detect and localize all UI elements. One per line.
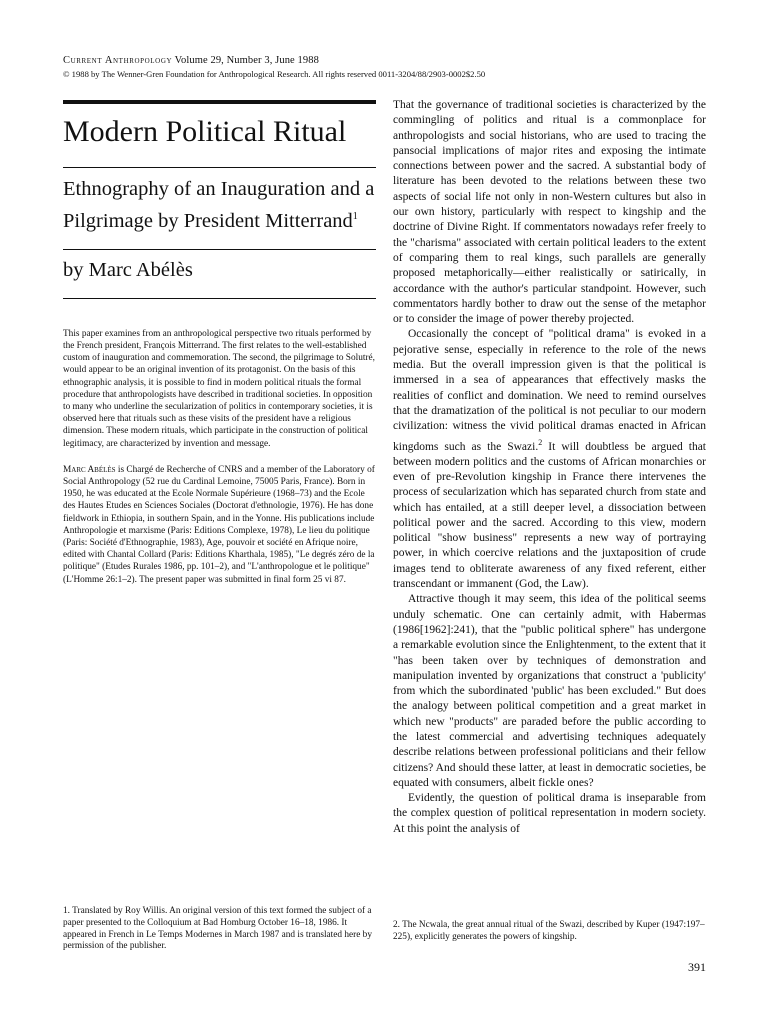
footnote-mark-2: 2 [538, 437, 543, 447]
journal-issue: Volume 29, Number 3, June 1988 [172, 55, 319, 66]
article-author: by Marc Abélès [63, 258, 193, 281]
left-column [63, 100, 376, 586]
author-divider [63, 298, 376, 299]
subtitle-text: Ethnography of an Inauguration and a Pilgrimage by President Mitterrand [63, 178, 375, 232]
footnote-2: 2. The Ncwala, the great annual ritual of the Swazi, described by Kuper (1947:197–225), explicitly generates the powers of kingship. [393, 920, 705, 942]
footnote-mark-1: 1 [352, 211, 358, 222]
body-paragraph-4: Evidently, the question of political drama is inseparable from the complex question of political representation in modern society. At this point the analysis of [393, 792, 706, 835]
abstract: This paper examines from an anthropological perspective two rituals performed by the French president, François Mitterrand. The first relates to the well-established custom of inauguration and commemoration. The second, the pilgrimage to Solutré, would appear to be an original invention of its protagonist. On the basis of this ethnographic analysis, it is possible to find in modern political rituals the formal procedure that anthropologists have described in traditional societies. In opposition to many who underline the secularization of politics in contemporary societies, it is observed here that rituals such as these visits of the president have a religious dimension. These modern rituals, which participate in the construction of political legitimacy, are characterized by invention and message. [63, 328, 375, 449]
footnote-1: 1. Translated by Roy Willis. An original version of this text formed the subject of a paper presented to the Colloquium at Bad Homburg October 16–18, 1986. It appeared in French in Le Temps Modernes in March 1987 and is translated here by permission of the publisher. [63, 906, 372, 952]
body-paragraph-1: That the governance of traditional societies is characterized by the commingling of politics and ritual is a commonplace for anthropologists and social historians, who are used to tracing the pansocial implications of major rites and exposing the intimate connections between power and the sacred. A substantial body of literature has been devoted to the relations between these two aspects of social life not only in non-Western cultures but also in our own history, particularly with respect to kingship and the doctrine of Divine Right. If commentators nowadays refer freely to the "charisma" associated with certain political leaders to the extent of comparing them to real kings, such parallels are generally proposed metaphorically—either realistically or satirically, in accordance with the author's particular standpoint. However, such commentators hardly bother to draw out the sense of the metaphor or to consider the image of power thereby projected. [393, 99, 706, 326]
article-subtitle [63, 176, 376, 235]
bio-name: Marc Abélès [63, 464, 116, 475]
body-column [393, 98, 706, 837]
journal-name: Current Anthropology [63, 55, 173, 66]
p2-text-a: Occasionally the concept of "political drama" is evoked in a pejorative sense, especially in reference to the role of the news media. But the overall impression given is that the political is immersed in a sea of appearances that effectively masks the realities of conflict and domination. We need to remind ourselves that the dramatization of the political is not peculiar to our modern civilization: witness the vivid political dramas enacted in African kingdoms such as the Swazi. [393, 328, 706, 453]
page-number: 391 [688, 960, 706, 974]
article-title: Modern Political Ritual [63, 115, 347, 148]
bio-text: is Chargé de Recherche of CNRS and a member of the Laboratory of Social Anthropology (52 rue du Cardinal Lemoine, 75005 Paris, France). Born in 1950, he was educated at the Ecole Normale Supérieure (1968–73) and the Ecole des Hautes Etudes en Sciences Sociales (Doctorat d'ethnologie, 1976). He has done fieldwork in Ethiopia, in southern Spain, and in the Yonne. His publications include Anthropologie et marxisme (Paris: Editions Complexe, 1978), Le lieu du politique (Paris: Société d'Ethnographie, 1983), Age, pouvoir et société en Afrique noire, edited with Chantal Collard (Paris: Editions Kharthala, 1985), "Le degrés zéro de la politique" (Etudes Rurales 1986, pp. 101–2), and "L'anthropologue et le politique" (L'Homme 26:1–2). The present paper was submitted in final form 25 vi 87. [63, 464, 375, 585]
p2-text-b: It will doubtless be argued that between modern politics and the customs of African monarchies or even of pre-Revolution kingship in France there intervenes the process of secularization which has separated church from state and which has entailed, at a still deeper level, a dissociation between political power and the sacred. According to this view, modern political "show business" represents a new way of portraying power, in which coercive relations and the juxtaposition of crude images tend to obliterate awareness of any fixed referent, either transcendant or immanent (God, the Law). [393, 440, 706, 591]
subtitle-divider [63, 249, 376, 250]
copyright-line: © 1988 by The Wenner-Gren Foundation for Anthropological Research. All rights reserved 0011-3204/88/2903-0002$2.50 [63, 69, 486, 79]
body-paragraph-2 [393, 327, 706, 592]
title-rule [63, 100, 376, 104]
running-header [63, 54, 723, 80]
journal-line [63, 54, 723, 67]
author-bio [63, 464, 376, 586]
body-paragraph-3: Attractive though it may seem, this idea of the political seems unduly schematic. One can certainly admit, with Habermas (1986[1962]:241), that the "public political sphere" has undergone a remarkable evolution since the Enlightenment, to the extent that it "has been taken over by techniques of demonstration and manipulation invented by organizations that construct a 'publicity' from which the subordinated 'public' has been excluded." But does the analogy between political competition and a great market in which new "products" are paraded before the public according to the latest commercial and advertising techniques adequately describe relations between professional politicians and their fellow citizens? And should these latter, at least in democratic societies, be equated with consumers, albeit fickle ones? [393, 593, 706, 789]
title-divider [63, 167, 376, 168]
